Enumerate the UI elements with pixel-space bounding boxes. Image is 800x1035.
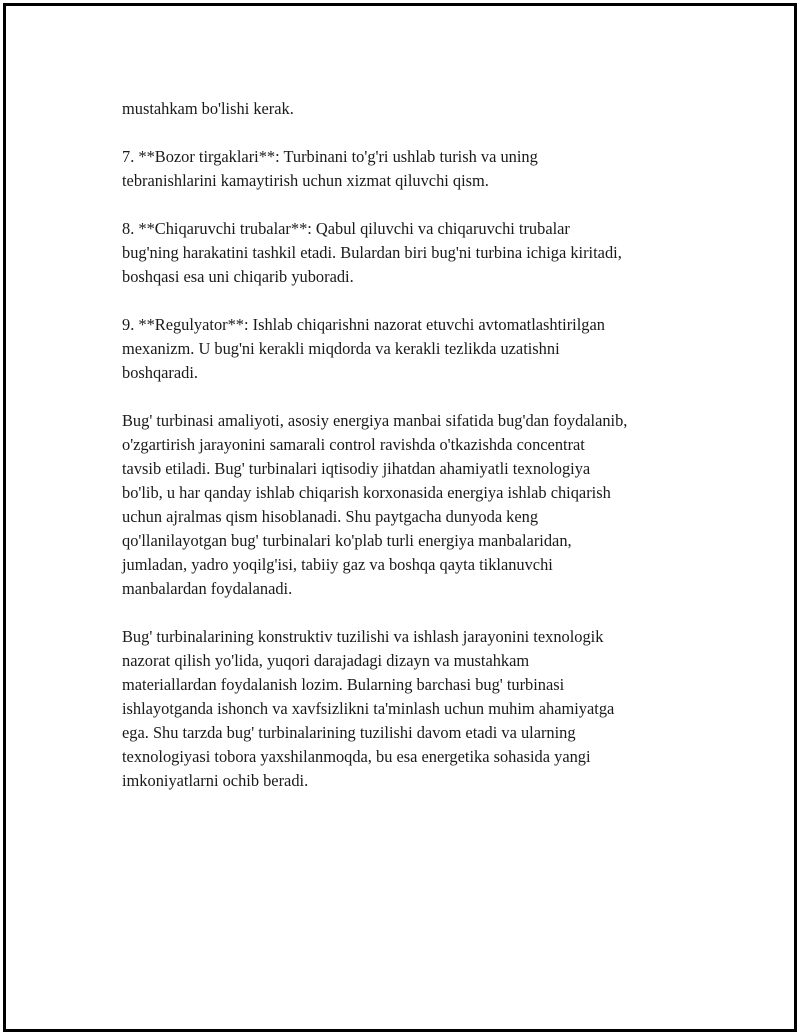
text-line: manbalardan foydalanadi. [122,579,293,598]
text-line: ega. Shu tarzda bug' turbinalarining tuzilishi davom etadi va ularning [122,723,576,742]
text-line: jumladan, yadro yoqilg'isi, tabiiy gaz va boshqa qayta tiklanuvchi [122,555,553,574]
text-line: bug'ning harakatini tashkil etadi. Bulardan biri bug'ni turbina ichiga kiritadi, [122,243,622,262]
text-line: imkoniyatlarni ochib beradi. [122,771,309,790]
paragraph-continuation [122,97,712,121]
text-line: texnologiyasi tobora yaxshilanmoqda, bu esa energetika sohasida yangi [122,747,591,766]
text-line: mustahkam bo'lishi kerak. [122,99,294,118]
text-line: tebranishlarini kamaytirish uchun xizmat qiluvchi qism. [122,171,489,190]
text-line: Bug' turbinalarining konstruktiv tuzilishi va ishlash jarayonini texnologik [122,627,604,646]
text-line: materiallardan foydalanish lozim. Bularning barchasi bug' turbinasi [122,675,565,694]
text-line: 8. **Chiqaruvchi trubalar**: Qabul qiluvchi va chiqaruvchi trubalar [122,219,570,238]
text-line: 9. **Regulyator**: Ishlab chiqarishni nazorat etuvchi avtomatlashtirilgan [122,315,605,334]
page-frame [3,3,797,1032]
text-line: boshqasi esa uni chiqarib yuboradi. [122,267,354,286]
paragraph-item-9 [122,313,712,385]
text-line: tavsib etiladi. Bug' turbinalari iqtisodiy jihatdan ahamiyatli texnologiya [122,459,591,478]
text-line: qo'llanilayotgan bug' turbinalari ko'plab turli energiya manbalaridan, [122,531,572,550]
text-line: ishlayotganda ishonch va xavfsizlikni ta'minlash uchun muhim ahamiyatga [122,699,615,718]
paragraph-turbine-design [122,625,712,793]
paragraph-item-7 [122,145,712,193]
text-line: nazorat qilish yo'lida, yuqori darajadagi dizayn va mustahkam [122,651,530,670]
text-line: boshqaradi. [122,363,199,382]
text-line: uchun ajralmas qism hisoblanadi. Shu paytgacha dunyoda keng [122,507,539,526]
paragraph-turbine-practice [122,409,712,601]
text-line: bo'lib, u har qanday ishlab chiqarish korxonasida energiya ishlab chiqarish [122,483,611,502]
text-line: Bug' turbinasi amaliyoti, asosiy energiya manbai sifatida bug'dan foydalanib, [122,411,628,430]
paragraph-item-8 [122,217,712,289]
text-line: 7. **Bozor tirgaklari**: Turbinani to'g'ri ushlab turish va uning [122,147,538,166]
text-line: o'zgartirish jarayonini samarali control ravishda o'tkazishda concentrat [122,435,585,454]
text-line: mexanizm. U bug'ni kerakli miqdorda va kerakli tezlikda uzatishni [122,339,560,358]
document-body [122,97,712,817]
